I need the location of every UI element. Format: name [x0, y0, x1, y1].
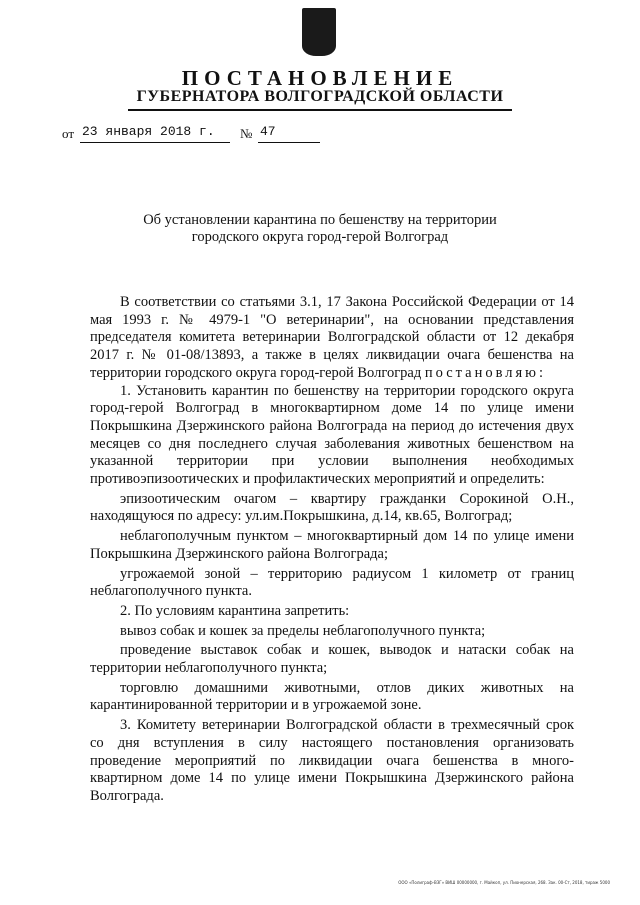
clause-2c: торговлю домашними животными, отлов диких животных на карантинированной территории и в угрожаемой зоне.	[90, 679, 574, 714]
clause-2a: вывоз собак и кошек за пределы неблагополучного пункта;	[120, 622, 486, 639]
title-divider	[128, 109, 512, 111]
document-title: ПОСТАНОВЛЕНИЕ	[181, 66, 459, 90]
date-prefix: от	[62, 126, 75, 141]
clause-2: 2. По условиям карантина запретить:	[120, 602, 350, 619]
subject-line-1: Об установлении карантина по бешенству на территории	[143, 212, 497, 228]
resolve-word: постановляю:	[424, 364, 547, 381]
clause-3: 3. Комитету ветеринарии Волгоградской области в трехмесячный срок со дня вступления в силу настоящего постановления организовать проведение мероприятий по ликвидации очага бешенства в много-квартирном доме 14 по улице имени Покрышкина Дзержинского района Волгограда.	[90, 717, 574, 804]
clause-1a: эпизоотическим очагом – квартиру гражданки Сорокиной О.Н., находящуюся по адресу: ул.им.Покрышкина, д.14, кв.65, Волгоград;	[90, 490, 574, 525]
document-body	[90, 294, 574, 806]
preamble-paragraph	[90, 294, 574, 383]
document-issuer: ГУБЕРНАТОРА ВОЛГОГРАДСКОЙ ОБЛАСТИ	[136, 88, 504, 105]
clause-2b: проведение выставок собак и кошек, выводок и натаски собак на территории неблагополучного пункта;	[90, 642, 574, 677]
coat-of-arms-icon	[302, 8, 336, 56]
document-subject	[100, 212, 540, 246]
preamble-text: В соответствии со статьями 3.1, 17 Закона Российской Федерации от 14 мая 1993 г. № 4979-1 "О ветеринарии", на основании представления председателя комитета ветеринарии Волгоградской области от 12 декабря 2017 г. № 01-08/13893, а также в целях ликвидации очага бешенства на территории городского округа город-герой Волгоград	[90, 294, 574, 381]
clause-1c: угрожаемой зоной – территорию радиусом 1 километр от границ неблагополучного пункта.	[90, 565, 574, 600]
clause-1: 1. Установить карантин по бешенству на территории городского округа город-герой Волгоград в многоквартирном доме 14 по улице имени Покрышкина Дзержинского района Волгограда на период до истечения двух месяцев со дня последнего случая заболевания животных бешенством на указанной территории при условии выполнения необходимых противоэпизоотических и профилактических мероприятий и определить:	[90, 382, 574, 488]
subject-line-2: городского округа город-герой Волгоград	[191, 229, 449, 245]
date-value: 23 января 2018 г.	[80, 124, 230, 143]
number-prefix: №	[240, 126, 253, 141]
print-imprint: ООО «Полиграф-ВЗГ» ВИШ 00000000, г. Майкоп, ул. Пионерская, 268. Зак. 00-Ст, 2018, тираж 5000	[398, 880, 610, 885]
number-value: 47	[258, 124, 320, 143]
clause-1b: неблагополучным пунктом – многоквартирный дом 14 по улице имени Покрышкина Дзержинского района Волгограда;	[90, 528, 574, 562]
